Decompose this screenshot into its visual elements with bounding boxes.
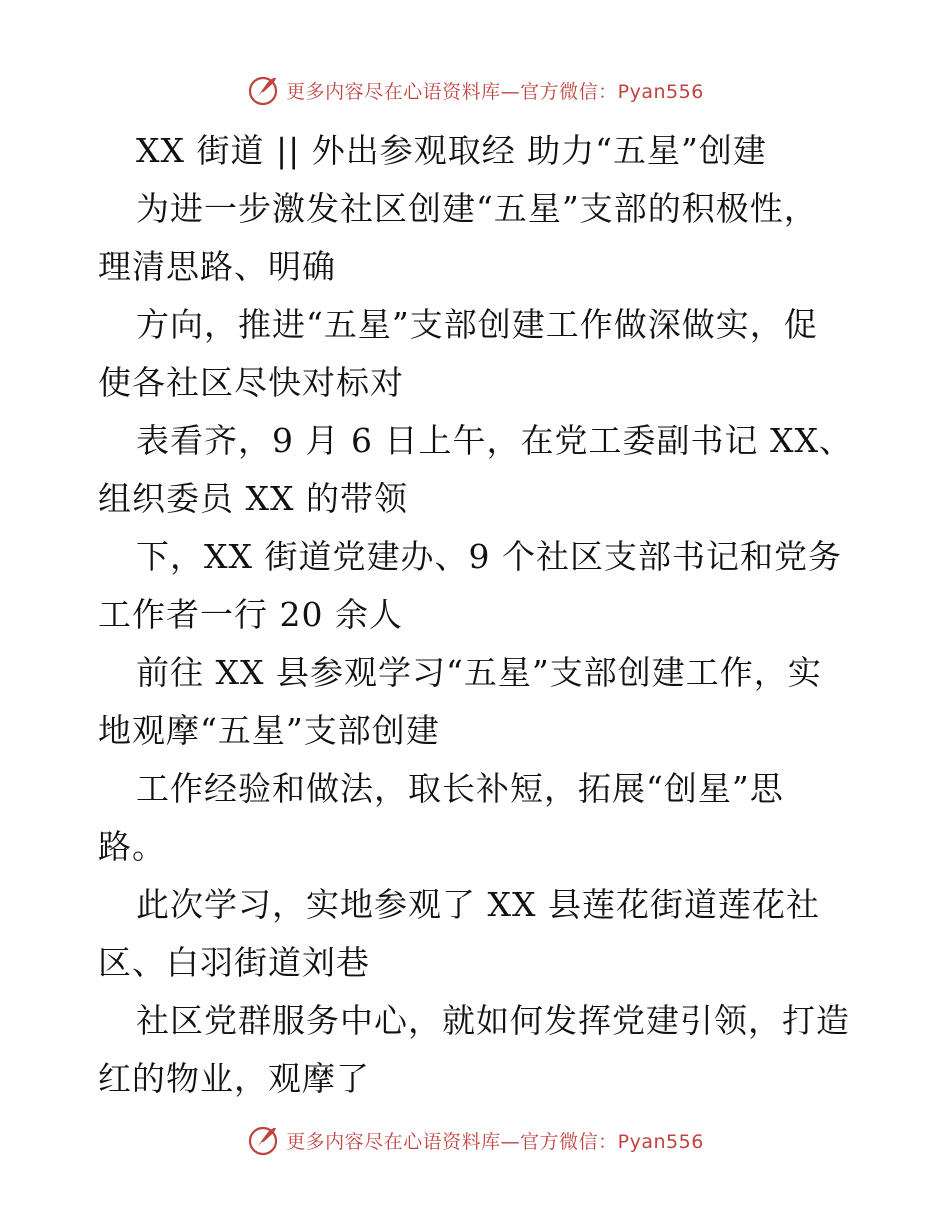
quill-pen-logo-icon bbox=[246, 1123, 280, 1157]
paragraph-line: 区、白羽街道刘巷 bbox=[98, 943, 370, 982]
paragraph-line: 工作经验和做法，取长补短，拓展“创星”思 bbox=[136, 769, 784, 808]
paragraph-line: 使各社区尽快对标对 bbox=[98, 363, 404, 402]
paragraph-line: 理清思路、明确 bbox=[98, 247, 336, 286]
paragraph-line: 表看齐，9 月 6 日上午，在党工委副书记 XX、 bbox=[136, 421, 853, 460]
document-title: XX 街道 || 外出参观取经 助力“五星”创建 bbox=[136, 131, 767, 170]
paragraph-line: 为进一步激发社区创建“五星”支部的积极性， bbox=[136, 189, 818, 228]
paragraph-line: 方向，推进“五星”支部创建工作做深做实，促 bbox=[136, 305, 818, 344]
header-banner bbox=[0, 70, 950, 110]
document-body bbox=[98, 122, 858, 1108]
paragraph-line: 路。 bbox=[98, 827, 166, 866]
paragraph-line: 组织委员 XX 的带领 bbox=[98, 479, 408, 518]
paragraph-line: 前往 XX 县参观学习“五星”支部创建工作，实 bbox=[136, 653, 822, 692]
quill-pen-logo-icon bbox=[246, 73, 280, 107]
header-banner-text: 更多内容尽在心语资料库—官方微信：Pyan556 bbox=[286, 80, 704, 103]
paragraph-line: 工作者一行 20 余人 bbox=[98, 595, 403, 634]
paragraph-line: 社区党群服务中心，就如何发挥党建引领，打造 bbox=[136, 1001, 850, 1040]
paragraph-line: 地观摩“五星”支部创建 bbox=[98, 711, 440, 750]
footer-banner-text: 更多内容尽在心语资料库—官方微信：Pyan556 bbox=[286, 1130, 704, 1153]
paragraph-line: 此次学习，实地参观了 XX 县莲花街道莲花社 bbox=[136, 885, 820, 924]
footer-banner bbox=[0, 1120, 950, 1160]
paragraph-line: 下，XX 街道党建办、9 个社区支部书记和党务 bbox=[136, 537, 842, 576]
paragraph-line: 红的物业，观摩了 bbox=[98, 1059, 370, 1098]
